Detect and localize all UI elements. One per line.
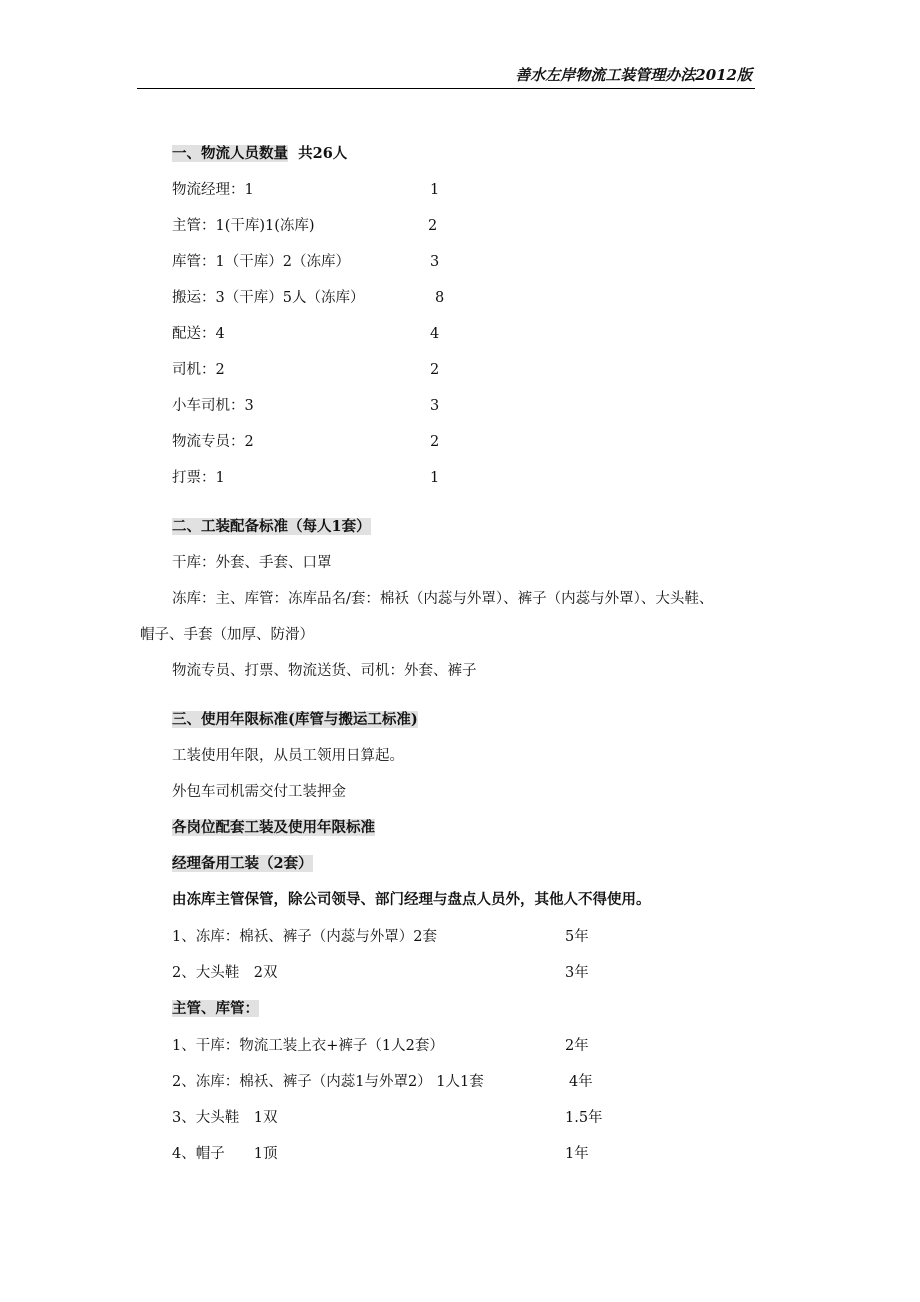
supervisor-heading-group bbox=[172, 999, 259, 1019]
staff-row-label: 小车司机：3 bbox=[172, 398, 254, 414]
staff-row-count: 8 bbox=[435, 290, 445, 306]
staff-row-label: 打票：1 bbox=[172, 470, 225, 486]
staff-row-label: 主管：1(干库)1(冻库) bbox=[172, 218, 315, 234]
section1-heading: 一、物流人员数量 bbox=[172, 145, 288, 162]
equipment-line-staff: 物流专员、打票、物流送货、司机：外套、裤子 bbox=[172, 663, 477, 679]
supervisor-item: 3、大头鞋 1双 bbox=[172, 1110, 278, 1126]
supervisor-item-years: 1.5年 bbox=[565, 1110, 603, 1126]
staff-row-label: 配送：4 bbox=[172, 326, 225, 342]
deposit-line: 外包车司机需交付工装押金 bbox=[172, 784, 346, 800]
section2-heading: 二、工装配备标准（每人1套） bbox=[172, 518, 371, 535]
supervisor-item: 4、帽子 1顶 bbox=[172, 1146, 278, 1162]
manager-spare-heading: 经理备用工装（2套） bbox=[172, 855, 313, 872]
equipment-line-frozen-cont: 帽子、手套（加厚、防滑） bbox=[140, 627, 314, 643]
staff-row-count: 2 bbox=[428, 218, 438, 234]
staff-row-label: 司机：2 bbox=[172, 362, 225, 378]
equipment-line-dry: 干库：外套、手套、口罩 bbox=[172, 555, 332, 571]
spare-item: 2、大头鞋 2双 bbox=[172, 965, 278, 981]
section3-sub-heading: 各岗位配套工装及使用年限标准 bbox=[172, 819, 375, 836]
staff-row-label: 搬运：3（干库）5人（冻库） bbox=[172, 290, 365, 306]
spare-item: 1、冻库：棉袄、裤子（内蕊与外罩）2套 bbox=[172, 929, 437, 945]
spare-item-years: 5年 bbox=[565, 929, 589, 945]
supervisor-item-years: 2年 bbox=[565, 1038, 589, 1054]
supervisor-item: 1、干库：物流工装上衣+裤子（1人2套） bbox=[172, 1038, 444, 1054]
staff-row-label: 物流专员：2 bbox=[172, 434, 254, 450]
section3-sub-heading-group bbox=[172, 818, 375, 838]
section1-heading-group bbox=[172, 144, 347, 164]
staff-row-count: 3 bbox=[430, 254, 440, 270]
spare-item-years: 3年 bbox=[565, 965, 589, 981]
manager-spare-heading-group bbox=[172, 854, 313, 874]
header-title: 善水左岸物流工装管理办法2012版 bbox=[515, 66, 752, 84]
supervisor-item: 2、冻库：棉袄、裤子（内蕊1与外罩2） 1人1套 bbox=[172, 1074, 484, 1090]
lifespan-line: 工装使用年限，从员工领用日算起。 bbox=[172, 748, 404, 764]
header-rule bbox=[137, 88, 755, 89]
staff-row-label: 物流经理：1 bbox=[172, 182, 254, 198]
staff-row-count: 4 bbox=[430, 326, 440, 342]
staff-row-count: 2 bbox=[430, 362, 440, 378]
section1-total: 共26人 bbox=[298, 145, 348, 162]
supervisor-heading: 主管、库管： bbox=[172, 1000, 259, 1017]
manager-spare-note: 由冻库主管保管，除公司领导、部门经理与盘点人员外，其他人不得使用。 bbox=[172, 891, 651, 908]
equipment-line-frozen: 冻库：主、库管：冻库品名/套：棉袄（内蕊与外罩）、裤子（内蕊与外罩）、大头鞋、 bbox=[172, 591, 714, 607]
section3-heading-group bbox=[172, 710, 418, 730]
staff-row-count: 1 bbox=[430, 470, 440, 486]
staff-row-count: 3 bbox=[430, 398, 440, 414]
supervisor-item-years: 1年 bbox=[565, 1146, 589, 1162]
staff-row-count: 2 bbox=[430, 434, 440, 450]
staff-row-count: 1 bbox=[430, 182, 440, 198]
section2-heading-group bbox=[172, 517, 371, 537]
section3-heading: 三、使用年限标准(库管与搬运工标准) bbox=[172, 711, 418, 728]
supervisor-item-years: 4年 bbox=[569, 1074, 593, 1090]
staff-row-label: 库管：1（干库）2（冻库） bbox=[172, 254, 350, 270]
